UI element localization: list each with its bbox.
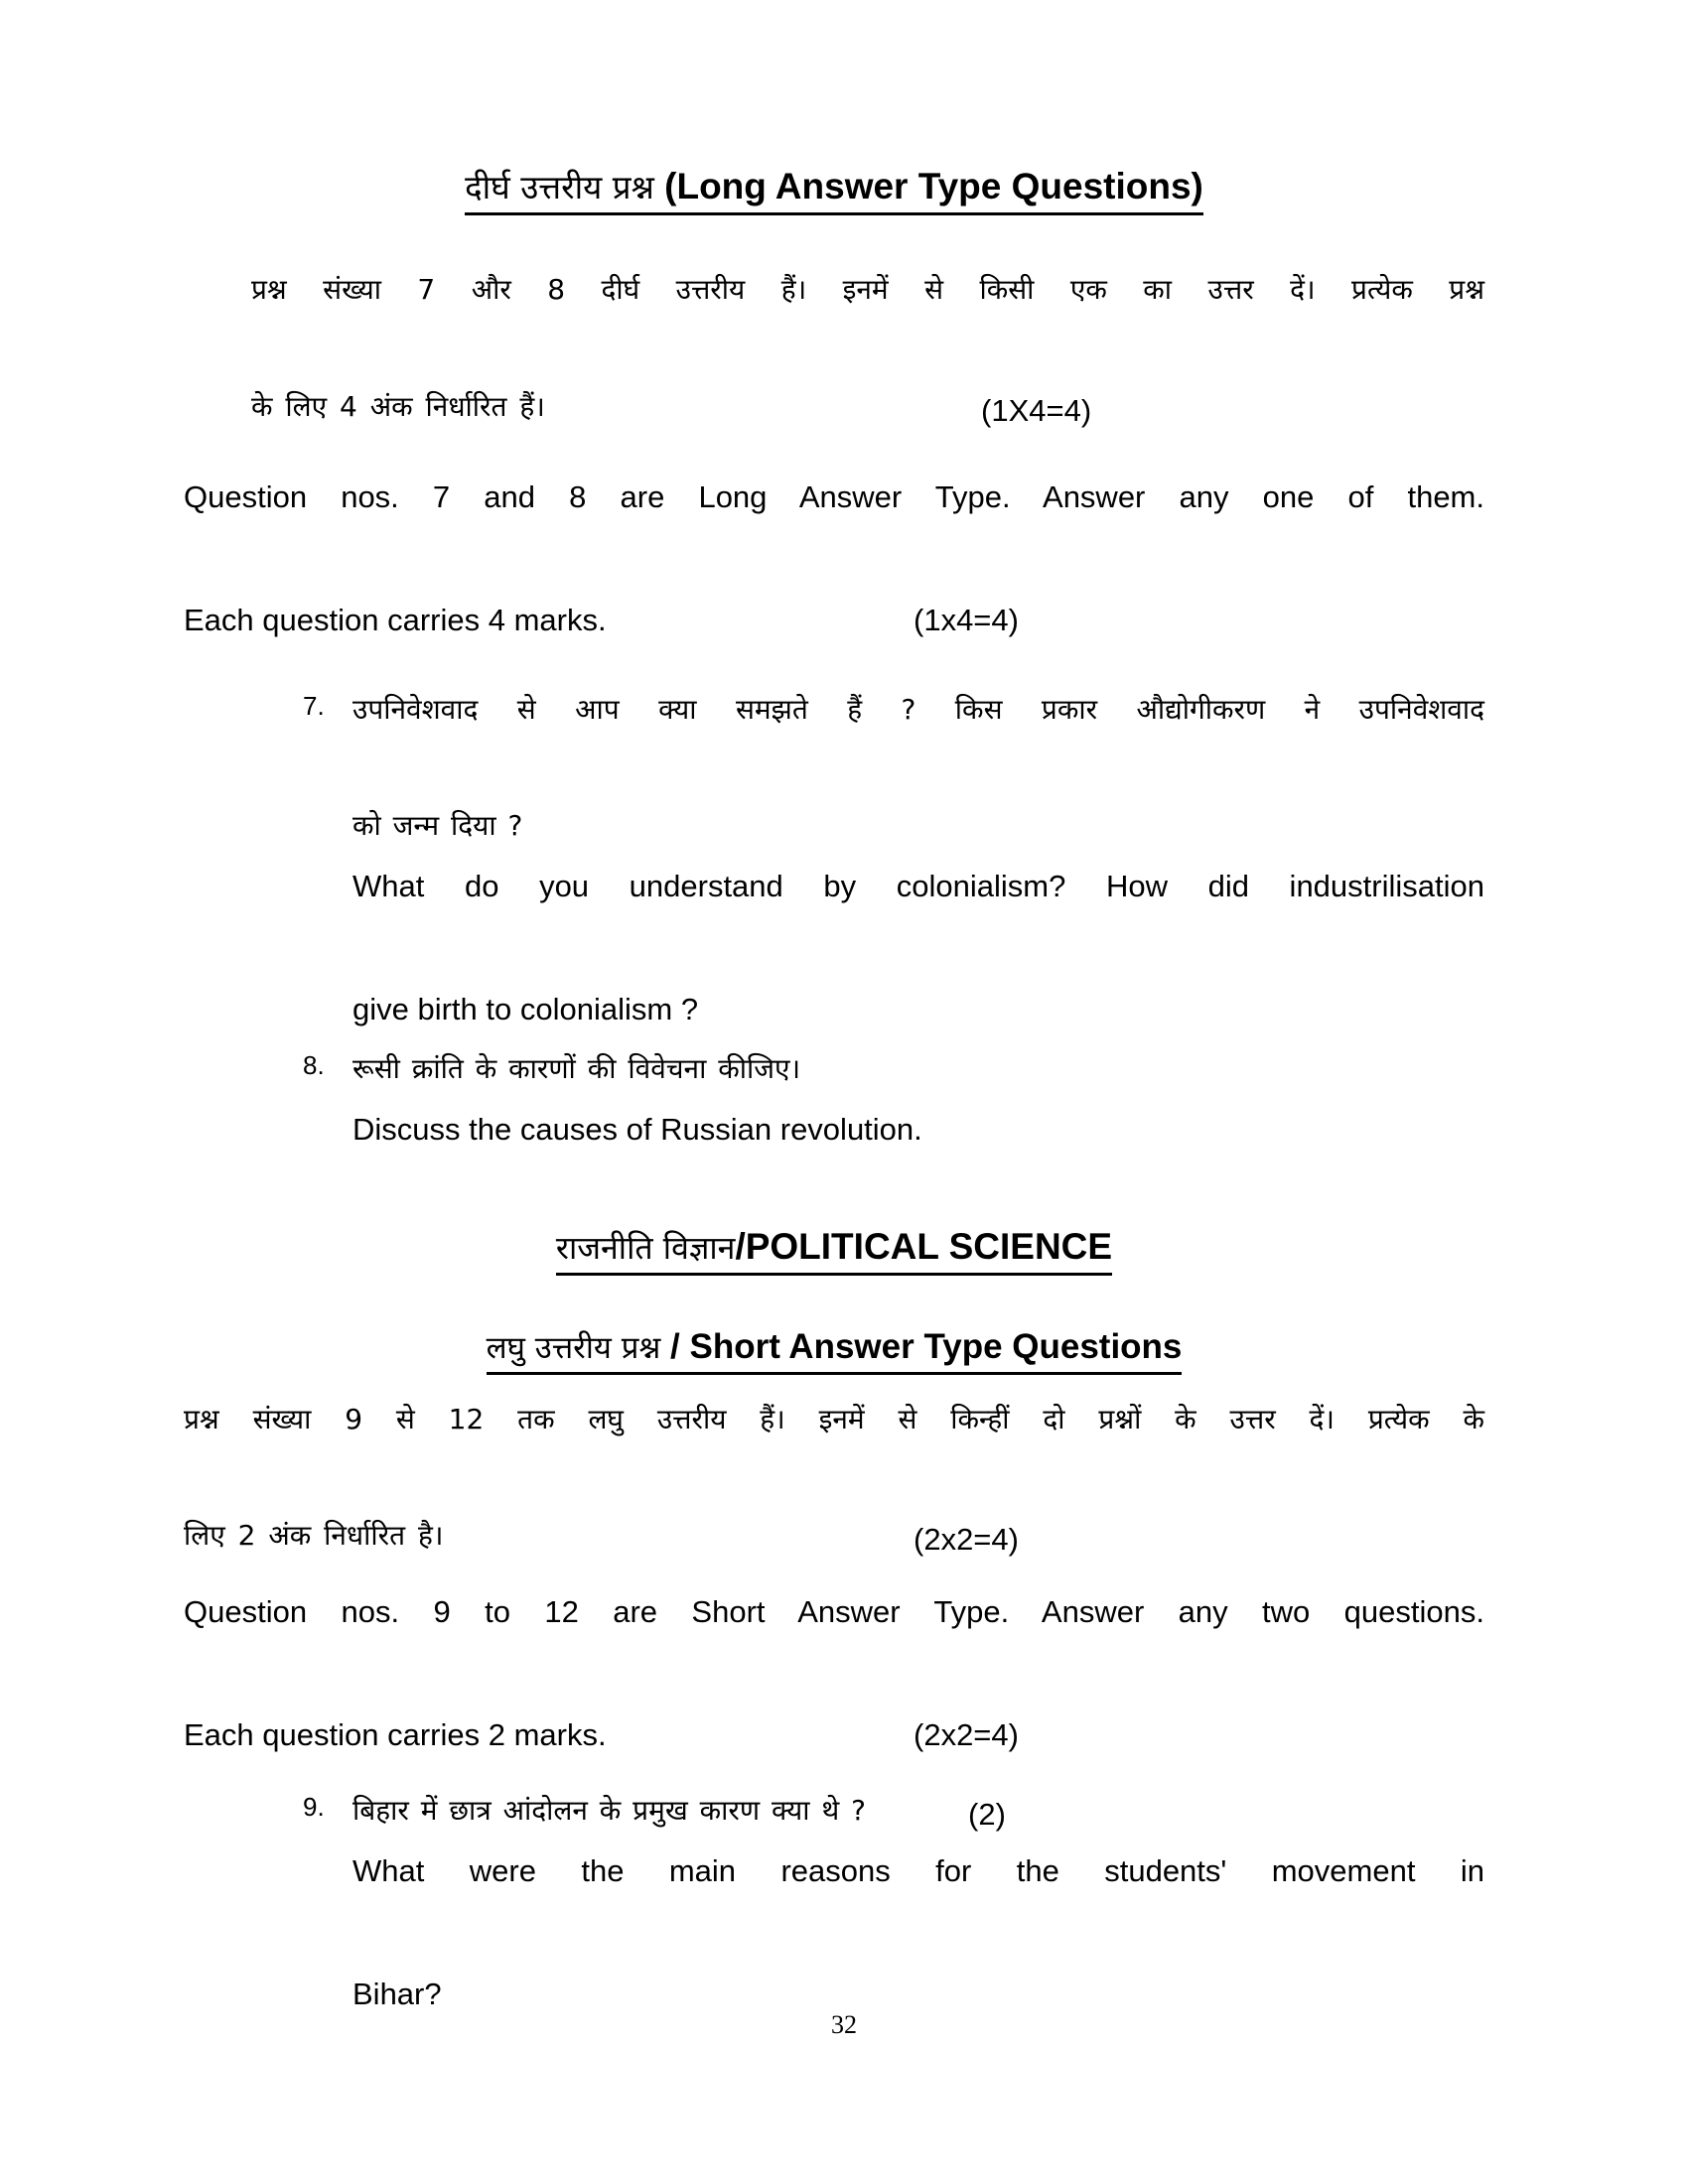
instructions-english-marks: (1x4=4) [914,602,1019,637]
question-marks: (2) [968,1797,1006,1833]
question-english-line2: Bihar? [352,1977,442,2012]
question-number: 7. [303,690,325,721]
subject-heading-hindi: राजनीति विज्ञान [555,1228,736,1267]
question-hindi [352,1782,1484,1841]
instructions-english-line1: Question nos. 9 to 12 are Short Answer Type. Answer any two questions. [184,1594,1484,1630]
instructions-hindi-line1: प्रश्न संख्या 7 और 8 दीर्घ उत्तरीय हैं। इनमें से किसी एक का उत्तर दें। प्रत्येक प्रश्न [251,273,1484,307]
instructions-hindi-marks: (2x2=4) [914,1522,1019,1558]
short-answer-instructions-hindi [184,1391,1484,1566]
short-answer-heading-hindi: लघु उत्तरीय प्रश्न [486,1330,661,1367]
long-answer-instructions-english [184,467,1484,651]
question-hindi-line2: को जन्म दिया ? [352,809,523,843]
instructions-english-line2: Each question carries 2 marks. [184,1717,607,1753]
subject-heading-english: POLITICAL SCIENCE [745,1225,1113,1267]
instructions-hindi-line2: लिए 2 अंक निर्धारित है। [184,1519,444,1553]
question-hindi-line1: रूसी क्रांति के कारणों की विवेचना कीजिए। [352,1052,801,1086]
page-content [184,0,1484,2184]
question-item [303,1040,1484,1160]
long-answer-instructions-hindi [184,261,1484,436]
instructions-hindi-line2: के लिए 4 अंक निर्धारित हैं। [251,389,545,423]
political-science-subject-heading [184,1224,1484,1276]
question-english-line1: What were the main reasons for the students' movement in [352,1853,1484,1889]
question-hindi [352,681,1484,856]
question-english-line1: What do you understand by colonialism? How did industrilisation [352,869,1484,904]
question-item [303,1782,1484,2025]
question-hindi-line1: बिहार में छात्र आंदोलन के प्रमुख कारण क्या थे ? [352,1794,867,1828]
short-answer-heading [184,1325,1484,1375]
question-english [352,1099,1484,1160]
long-answer-heading-english: (Long Answer Type Questions) [664,166,1203,206]
short-answer-heading-english: Short Answer Type Questions [689,1327,1183,1367]
instructions-english-line1: Question nos. 7 and 8 are Long Answer Type. Answer any one of them. [184,478,1484,514]
question-number: 8. [303,1050,325,1081]
short-answer-heading-separator: / [670,1327,680,1367]
long-answer-heading-hindi: दीर्घ उत्तरीय प्रश्न [465,168,654,206]
long-answer-heading [184,164,1484,215]
instructions-hindi-marks: (1X4=4) [981,392,1092,428]
question-hindi-line1: उपनिवेशवाद से आप क्या समझते हैं ? किस प्रकार औद्योगीकरण ने उपनिवेशवाद [352,692,1484,726]
instructions-english-marks: (2x2=4) [914,1717,1019,1753]
question-english-line1: Discuss the causes of Russian revolution. [352,1111,922,1147]
question-english [352,1841,1484,2025]
question-number: 9. [303,1792,325,1823]
question-english-line2: give birth to colonialism ? [352,992,699,1027]
question-english [352,856,1484,1040]
page-number: 32 [831,2010,857,2039]
short-answer-instructions-english [184,1581,1484,1766]
question-hindi [352,1040,1484,1099]
instructions-hindi-line1: प्रश्न संख्या 9 से 12 तक लघु उत्तरीय हैं। इनमें से किन्हीं दो प्रश्नों के उत्तर दें। प्रत्येक के [184,1402,1484,1435]
subject-heading-separator: / [735,1225,746,1267]
instructions-english-line2: Each question carries 4 marks. [184,602,607,637]
question-item [303,681,1484,1040]
